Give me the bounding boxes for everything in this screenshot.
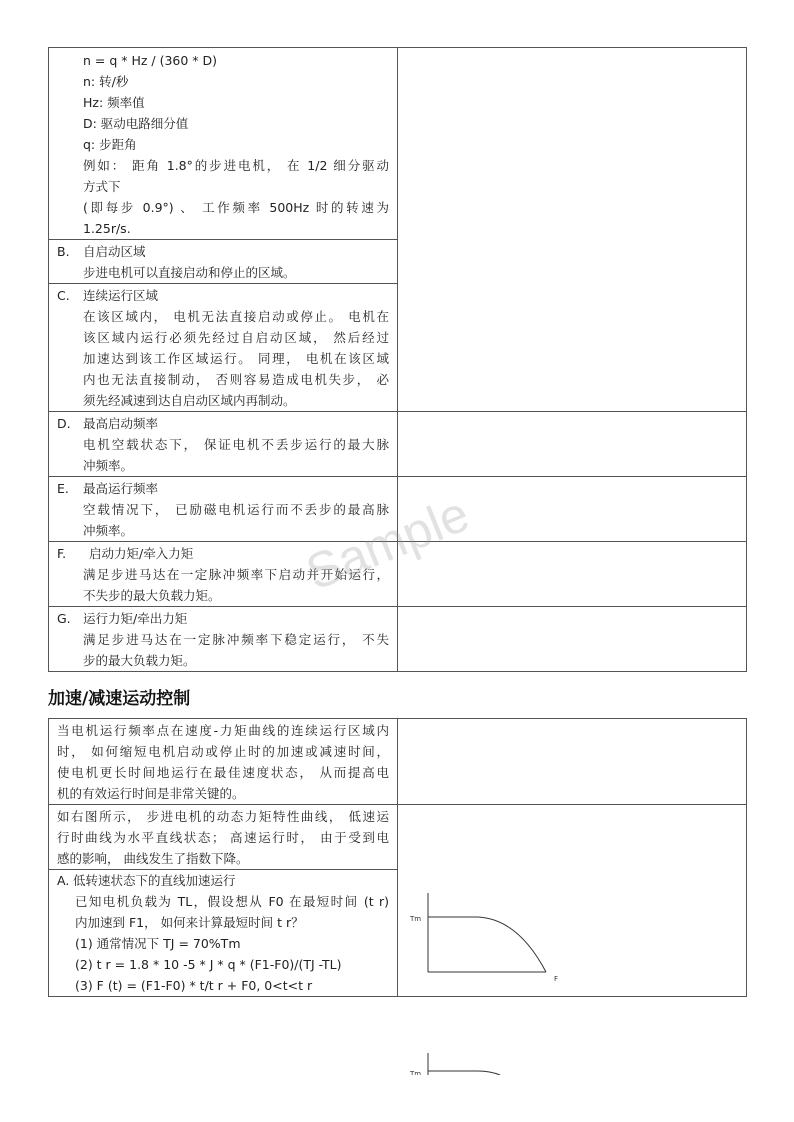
row-d-content — [49, 412, 398, 477]
text-line: 感的影响， 曲线发生了指数下降。 — [57, 851, 249, 866]
linear-accel-cell — [49, 870, 398, 997]
curve-description-cell — [49, 805, 398, 870]
text-line: 冲频率。 — [83, 523, 134, 538]
text-line: 满足步进马达在一定脉冲频率下启动并开始运行， — [83, 567, 389, 582]
text-line: 空载情况下， 已励磁电机运行而不丢步的最高脉 — [83, 502, 389, 517]
text-line: 时， 如何缩短电机启动或停止时的加速或减速时间， — [57, 744, 389, 759]
formula-line: (1) 通常情况下 TJ = 70%Tm — [75, 936, 241, 951]
watermark: Sample — [298, 485, 477, 601]
row-a-content — [49, 48, 398, 240]
formula-line: (3) F (t) = (F1-F0) * t/t r + F0, 0<t<t r — [75, 978, 313, 993]
text-line: 方式下 — [83, 179, 121, 194]
row-marker: D. — [57, 416, 71, 431]
text-line: 如右图所示， 步进电机的动态力矩特性曲线， 低速运 — [57, 809, 389, 824]
text-line: D: 驱动电路细分值 — [83, 116, 189, 131]
graph1-torque-curve — [428, 917, 546, 972]
row-marker: G. — [57, 611, 71, 626]
row-c-content — [49, 284, 398, 412]
row-title: 自启动区域 — [83, 244, 146, 259]
text-line: 内也无法直接制动， 否则容易造成电机失步， 必 — [83, 372, 389, 387]
row-marker: C. — [57, 288, 70, 303]
row-marker: A. — [57, 873, 70, 888]
text-line: 满足步进马达在一定脉冲频率下稳定运行， 不失 — [83, 632, 389, 647]
row-b-content — [49, 240, 398, 284]
row-title: 连续运行区域 — [83, 288, 159, 303]
text-line: q: 步距角 — [83, 137, 137, 152]
text-line: Hz: 频率值 — [83, 95, 145, 110]
section-title: 加速/减速运动控制 — [48, 689, 191, 709]
torque-curve-graphs — [398, 805, 746, 1075]
text-line: 行时曲线为水平直线状态； 高速运行时， 由于受到电 — [57, 830, 389, 845]
text-line: 该区域内运行必须先经过自启动区域， 然后经过 — [83, 330, 389, 345]
torque-graph-cell — [398, 805, 747, 1075]
text-line: 加速达到该工作区域运行。 同理， 电机在该区域 — [83, 351, 389, 366]
parameters-table — [48, 47, 747, 672]
row-marker: B. — [57, 244, 70, 259]
text-line: 已知电机负载为 TL，假设想从 F0 在最短时间 (t r) — [75, 894, 389, 909]
row-g-content — [49, 607, 398, 672]
table-row — [49, 607, 747, 672]
graph1-y-label: Tm — [410, 915, 422, 923]
table-row — [49, 805, 747, 870]
text-line: 电机空载状态下， 保证电机不丢步运行的最大脉 — [83, 437, 389, 452]
text-line: 当电机运行频率点在速度-力矩曲线的连续运行区域内 — [57, 723, 389, 738]
row-title: 最高启动频率 — [83, 416, 159, 431]
text-line: n: 转/秒 — [83, 74, 129, 89]
table-row — [49, 719, 747, 805]
text-line: 步的最大负载力矩。 — [83, 653, 196, 668]
text-line: 步进电机可以直接启动和停止的区域。 — [83, 265, 296, 280]
text-line: 机的有效运行时间是非常关键的。 — [57, 786, 245, 801]
formula-line: (2) t r = 1.8 * 10 -5 * J * q * (F1-F0)/(TJ -TL) — [75, 957, 342, 972]
row-marker: F. — [57, 546, 67, 561]
right-empty-cell — [398, 719, 747, 805]
intro-cell — [49, 719, 398, 805]
text-line: 使电机更长时间地运行在最佳速度状态， 从而提高电 — [57, 765, 389, 780]
right-empty-cell — [398, 542, 747, 607]
table-row — [49, 412, 747, 477]
text-line: 在该区域内， 电机无法直接启动或停止。 电机在 — [83, 309, 389, 324]
row-title: 低转速状态下的直线加速运行 — [73, 873, 236, 888]
row-title: 启动力矩/牵入力矩 — [89, 546, 194, 561]
text-line: 不失步的最大负载力矩。 — [83, 588, 221, 603]
text-line: 例如： 距角 1.8°的步进电机， 在 1/2 细分驱动 — [83, 158, 389, 173]
row-marker: E. — [57, 481, 69, 496]
graph2-y-label: Tm — [410, 1070, 422, 1075]
formula-line: n = q * Hz / (360 * D) — [83, 53, 218, 68]
right-empty-cell — [398, 48, 747, 412]
text-line: 须先经减速到达自启动区域内再制动。 — [83, 393, 296, 408]
table-row — [49, 48, 747, 240]
graph1-x-label: F — [554, 975, 559, 983]
right-empty-cell — [398, 607, 747, 672]
row-title: 运行力矩/牵出力矩 — [83, 611, 188, 626]
acceleration-table — [48, 718, 747, 1075]
row-title: 最高运行频率 — [83, 481, 159, 496]
text-line: (即每步 0.9°) 、 工作频率 500Hz 时的转速为 — [83, 200, 389, 215]
text-line: 冲频率。 — [83, 458, 134, 473]
graph2-torque-curve — [428, 1071, 500, 1075]
text-line: 内加速到 F1， 如何来计算最短时间 t r？ — [75, 915, 304, 930]
text-line: 1.25r/s. — [83, 221, 131, 236]
right-empty-cell — [398, 412, 747, 477]
